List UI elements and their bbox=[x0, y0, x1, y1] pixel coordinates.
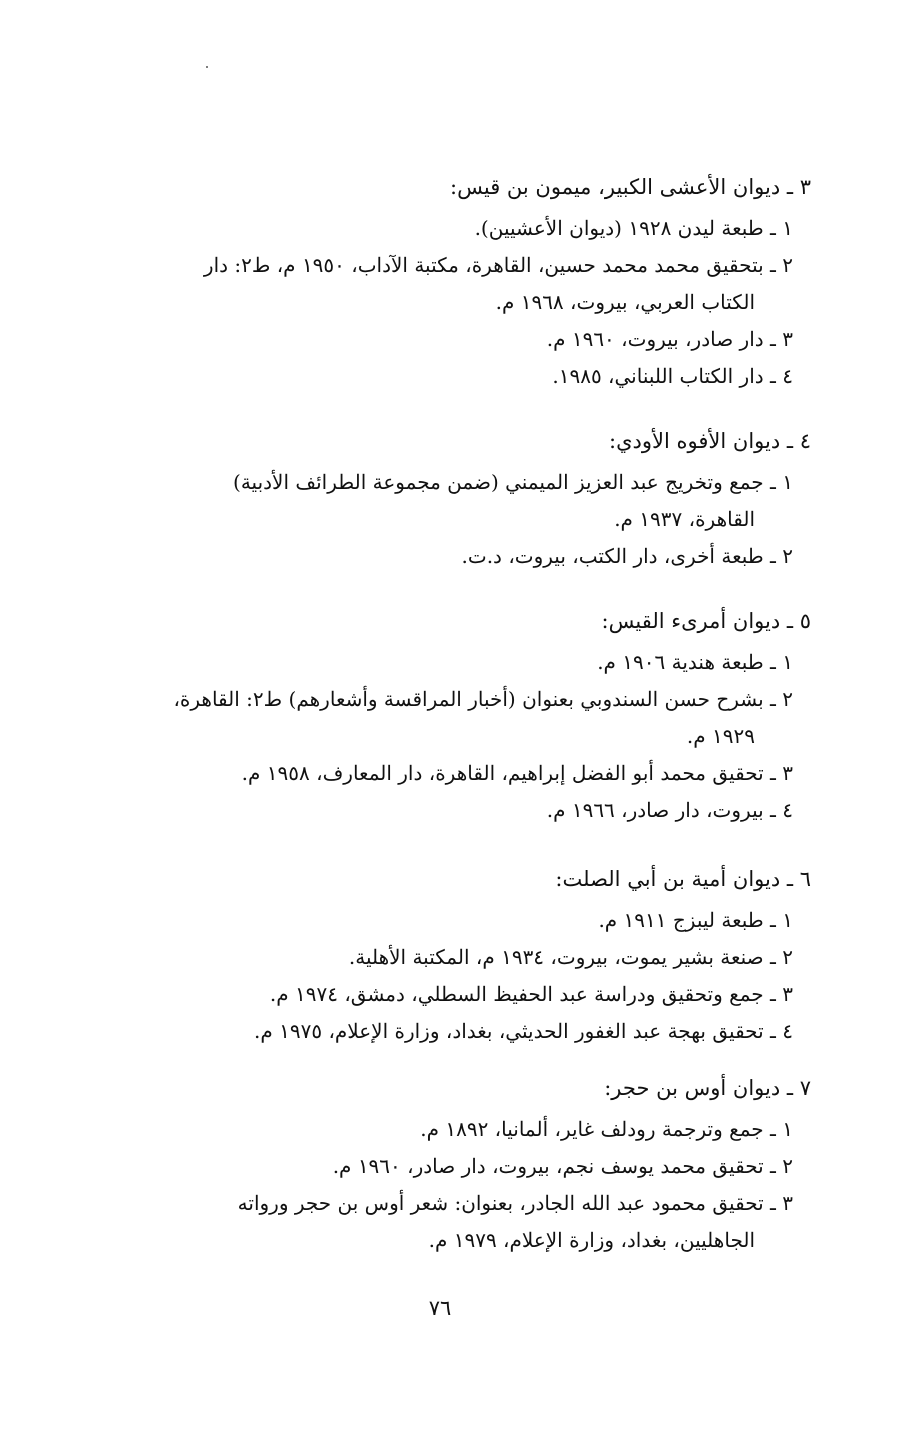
list-item bbox=[91, 681, 811, 755]
list-item bbox=[91, 321, 811, 358]
item-line: ٣ ـ تحقيق محمود عبد الله الجادر، بعنوان: شعر أوس بن حجر ورواته bbox=[237, 1191, 793, 1215]
item-line: ٣ ـ دار صادر، بيروت، ١٩٦٠ م. bbox=[546, 327, 793, 351]
section-al-asha bbox=[91, 170, 811, 395]
item-continuation: ١٩٢٩ م. bbox=[686, 724, 755, 748]
list-item bbox=[91, 902, 811, 939]
item-continuation: الكتاب العربي، بيروت، ١٩٦٨ م. bbox=[495, 290, 755, 314]
list-item bbox=[91, 644, 811, 681]
section-umayya bbox=[91, 862, 811, 1050]
item-continuation: الجاهليين، بغداد، وزارة الإعلام، ١٩٧٩ م. bbox=[428, 1228, 755, 1252]
item-line: ٢ ـ طبعة أخرى، دار الكتب، بيروت، د.ت. bbox=[461, 544, 793, 568]
section-heading: ٤ ـ ديوان الأفوه الأودي: bbox=[609, 429, 811, 453]
list-item bbox=[91, 939, 811, 976]
list-item bbox=[91, 1148, 811, 1185]
item-line: ١ ـ جمع وتخريج عبد العزيز الميمني (ضمن مجموعة الطرائف الأدبية) bbox=[233, 470, 793, 494]
item-line: ٤ ـ تحقيق بهجة عبد الغفور الحديثي، بغداد، وزارة الإعلام، ١٩٧٥ م. bbox=[254, 1019, 793, 1043]
list-item bbox=[91, 1185, 811, 1259]
section-heading: ٧ ـ ديوان أوس بن حجر: bbox=[604, 1076, 811, 1100]
item-line: ١ ـ طبعة ليدن ١٩٢٨ (ديوان الأعشيين). bbox=[474, 216, 793, 240]
item-line: ٣ ـ تحقيق محمد أبو الفضل إبراهيم، القاهرة، دار المعارف، ١٩٥٨ م. bbox=[241, 761, 793, 785]
item-line: ٤ ـ بيروت، دار صادر، ١٩٦٦ م. bbox=[546, 798, 793, 822]
section-al-afwah bbox=[91, 424, 811, 575]
list-item bbox=[91, 1111, 811, 1148]
list-item bbox=[91, 358, 811, 395]
item-line: ١ ـ جمع وترجمة رودلف غاير، ألمانيا، ١٨٩٢ م. bbox=[420, 1117, 793, 1141]
item-continuation: القاهرة، ١٩٣٧ م. bbox=[614, 507, 755, 531]
item-line: ٢ ـ تحقيق محمد يوسف نجم، بيروت، دار صادر، ١٩٦٠ م. bbox=[332, 1154, 793, 1178]
section-heading: ٣ ـ ديوان الأعشى الكبير، ميمون بن قيس: bbox=[450, 175, 811, 199]
list-item bbox=[91, 755, 811, 792]
list-item bbox=[91, 538, 811, 575]
list-item bbox=[91, 976, 811, 1013]
item-line: ١ ـ طبعة هندية ١٩٠٦ م. bbox=[597, 650, 793, 674]
item-line: ٢ ـ بشرح حسن السندوبي بعنوان (أخبار المراقسة وأشعارهم) ط٢: القاهرة، bbox=[173, 687, 793, 711]
list-item bbox=[91, 210, 811, 247]
section-heading: ٥ ـ ديوان أمرىء القيس: bbox=[601, 609, 811, 633]
item-line: ١ ـ طبعة ليبزج ١٩١١ م. bbox=[598, 908, 793, 932]
item-line: ٢ ـ صنعة بشير يموت، بيروت، ١٩٣٤ م، المكتبة الأهلية. bbox=[348, 945, 793, 969]
section-heading: ٦ ـ ديوان أمية بن أبي الصلت: bbox=[555, 867, 811, 891]
item-line: ٢ ـ بتحقيق محمد محمد حسين، القاهرة، مكتبة الآداب، ١٩٥٠ م، ط٢: دار bbox=[203, 253, 793, 277]
list-item bbox=[91, 464, 811, 538]
list-item bbox=[91, 247, 811, 321]
item-line: ٣ ـ جمع وتحقيق ودراسة عبد الحفيظ السطلي، دمشق، ١٩٧٤ م. bbox=[269, 982, 793, 1006]
item-line: ٤ ـ دار الكتاب اللبناني، ١٩٨٥. bbox=[552, 364, 793, 388]
list-item bbox=[91, 1013, 811, 1050]
page-number: ٧٦ bbox=[428, 1296, 452, 1320]
scan-speck bbox=[206, 66, 208, 68]
list-item bbox=[91, 792, 811, 829]
section-aws-ibn-hajar bbox=[91, 1071, 811, 1259]
section-imru-al-qays bbox=[91, 604, 811, 829]
